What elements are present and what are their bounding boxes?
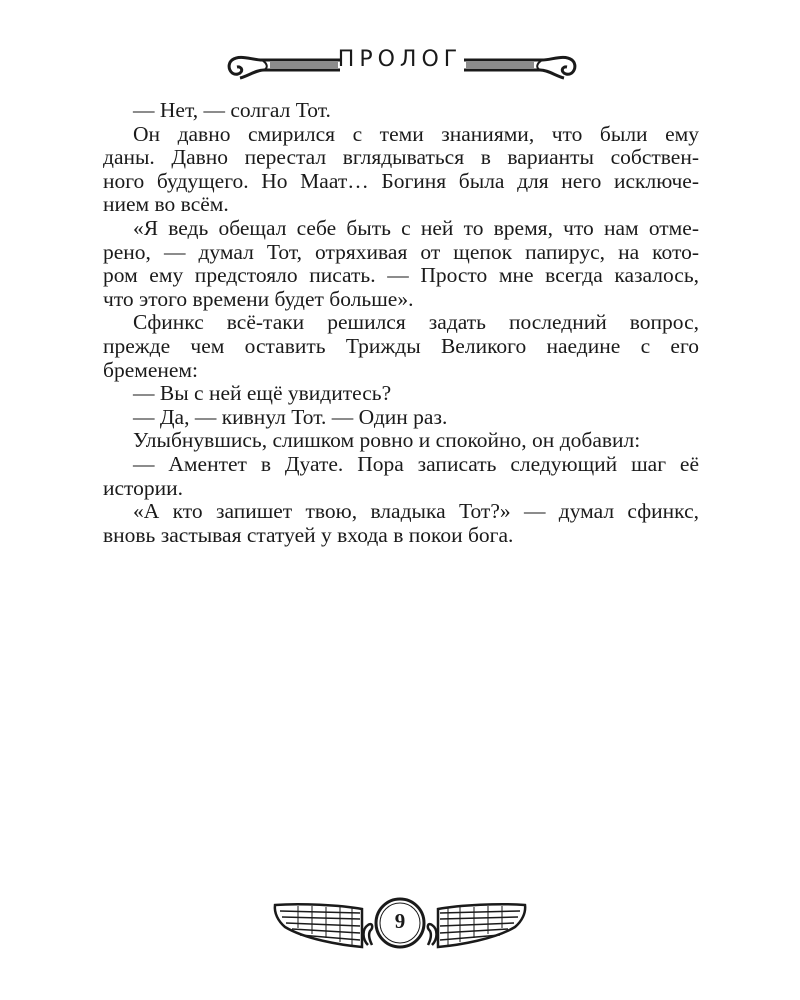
text-line: ром ему предстояло писать. — Просто мне всегда казалось, [103,263,699,288]
text-line: «А кто запишет твою, владыка Тот?» — думал сфинкс, [133,499,699,524]
text-line: — Вы с ней ещё увидитесь? [133,381,392,406]
paragraph [103,453,699,500]
text-line: бременем: [103,357,199,382]
paragraph [103,217,699,311]
paragraph [103,99,699,123]
right-scroll-ornament-icon [462,40,582,90]
text-line: даны. Давно перестал вглядываться в варианты собствен- [103,145,699,170]
text-line: «Я ведь обещал себе быть с ней то время, что нам отме- [133,215,699,240]
paragraph [103,500,699,547]
paragraph [103,382,699,406]
text-line: — Да, — кивнул Тот. — Один раз. [133,404,448,429]
text-line: рено, — думал Тот, отряхивая от щепок папирус, на кото- [103,239,699,264]
paragraph [103,123,699,217]
text-line: истории. [103,475,184,500]
page-footer [0,895,800,965]
paragraph [103,429,699,453]
page-number: 9 [394,909,406,933]
text-line: вновь застывая статуей у входа в покои бога. [103,522,514,547]
text-line: Сфинкс всё-таки решился задать последний вопрос, [133,310,699,335]
text-line: прежде чем оставить Трижды Великого наедине с его [103,333,699,358]
text-line: ного будущего. Но Маат… Богиня была для него исключе- [103,168,699,193]
paragraph [103,406,699,430]
body-text [103,99,699,547]
text-line: — Аментет в Дуате. Пора записать следующий шаг её [133,451,699,476]
paragraph [103,311,699,382]
text-line: Улыбнувшись, слишком ровно и спокойно, он добавил: [133,428,641,453]
chapter-title: ПРОЛОГ [337,47,463,72]
text-line: что этого времени будет больше». [103,286,414,311]
text-line: — Нет, — солгал Тот. [133,98,331,122]
text-line: Он давно смирился с теми знаниями, что были ему [133,121,699,146]
text-line: нием во всём. [103,192,229,217]
running-header [0,40,800,90]
